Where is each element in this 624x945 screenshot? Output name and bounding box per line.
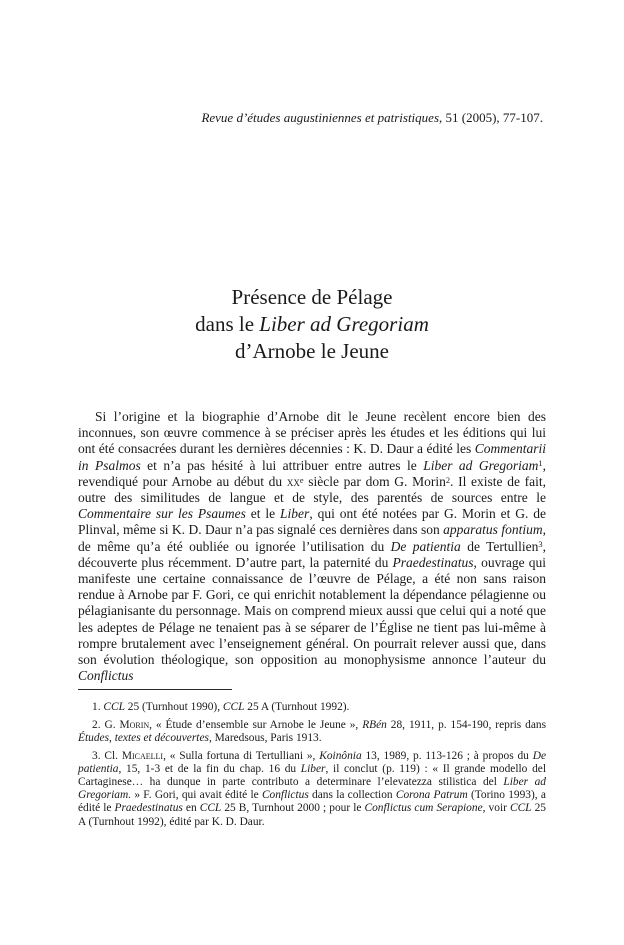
text-run: Si l’origine et la biographie d’Arnobe dit le Jeune recèlent encore bien des inconnues, son œuvre commence à se préciser après les études et les éditions qui lui ont été consacrées durant les dernières décennies : K. D. Daur a édité les xyxy=(78,409,546,457)
text-run: Commentarii in Psalmos xyxy=(78,441,546,473)
text-run: e xyxy=(299,475,304,485)
text-run: Conflictus xyxy=(78,668,134,684)
text-run: Praedestinatus xyxy=(392,554,474,570)
text-run: , qui ont été notées par G. Morin et G. de Plinval, même si K. D. Daur n’a pas signalé ces dernières dans son xyxy=(78,506,546,538)
text-run: CCL xyxy=(199,802,222,815)
text-run: et n’a pas hésité à lui attribuer entre autres le xyxy=(140,457,424,473)
text-run: Liber ad Gregoriam xyxy=(423,457,539,473)
text-run: de Tertullien xyxy=(460,538,539,554)
text-run: 28, 1911, p. 154-190, repris dans xyxy=(386,718,547,731)
footnote-ref-2: 2 xyxy=(445,475,451,485)
text-run: , « Sulla fortuna di Tertulliani », xyxy=(163,749,320,762)
text-run: 25 A (Turnhout 1992), édité par K. D. Daur. xyxy=(78,802,546,828)
text-run: . Il existe de fait, outre des similitudes de langue et de style, des parentés de sources entre le xyxy=(78,473,547,506)
text-run: 3. Cl. xyxy=(92,749,122,762)
text-run: Présence de Pélage xyxy=(231,285,393,309)
text-run: Koinônia xyxy=(319,749,362,762)
text-run: 13, 1989, p. 113-126 ; à propos du xyxy=(361,749,533,762)
text-run: , ouvrage qui manifeste une certaine connaissance de l’œuvre de Pélage, a été non sans raison rendue à Arnobe par F. Gori, ce qui enrichit notablement la dépendance pélagienne ou pélagianisante du personnage. Mais on comprend mieux aussi que celui qui a noté que les adeptes de Pélage ne tenaient pas à se séparer de l’Église ne tient pas lui-même à rompre brutalement avec l’enseignement général. On pourrait relever aussi que, dans son évolution théologique, son opposition au monophysisme annonce l’auteur du xyxy=(78,554,546,668)
text-run: , de même qu’a été oubliée ou ignorée l’utilisation du xyxy=(78,522,546,554)
article-title xyxy=(78,284,546,365)
footnote-2 xyxy=(78,719,546,745)
text-run: Praedestinatus xyxy=(114,802,183,815)
text-run: , découverte plus récemment. D’autre part, la paternité du xyxy=(78,538,546,570)
text-run: RBén xyxy=(362,718,387,731)
footnotes-section xyxy=(78,701,546,833)
text-run: d’Arnobe le Jeune xyxy=(235,339,389,363)
text-run: Liber xyxy=(280,506,310,522)
text-run: Liber ad Gregoriam xyxy=(259,312,429,336)
text-run: siècle par dom G. Morin xyxy=(303,473,446,489)
footnote-1 xyxy=(78,701,546,714)
text-run: 25 B, Turnhout 2000 ; pour le xyxy=(221,802,365,815)
text-run: Conflictus cum Serapione xyxy=(364,802,483,815)
text-run: , 51 (2005), 77-107. xyxy=(439,110,543,125)
text-run: , Maredsous, Paris 1913. xyxy=(208,731,322,744)
footnote-separator xyxy=(78,689,232,690)
text-run: 25 (Turnhout 1990), xyxy=(124,701,223,713)
text-run: CCL xyxy=(222,701,245,713)
text-run: CCL xyxy=(509,802,532,815)
text-run: 1. xyxy=(92,701,104,713)
text-run: Commentaire sur les Psaumes xyxy=(78,506,246,522)
article-title-line xyxy=(78,284,546,311)
text-run: xx xyxy=(286,473,300,489)
text-run: dans la collection xyxy=(308,789,396,802)
text-run: , revendiqué pour Arnobe au début du xyxy=(78,457,546,489)
journal-citation xyxy=(78,110,546,125)
text-run: Micaelli xyxy=(121,749,164,762)
text-run: Morin xyxy=(119,718,150,731)
text-run: , 15, 1-3 et de la fin du chap. 16 du xyxy=(118,762,301,775)
article-title-line xyxy=(78,311,546,338)
text-block xyxy=(78,0,546,945)
footnote-3 xyxy=(78,750,546,829)
text-run: De patientia xyxy=(78,749,547,775)
text-run: , il conclut (p. 119) : « Il grande modello del Cartaginese… ha dunque in parte contributo a determinare l’elevatezza stilistica del xyxy=(78,762,546,789)
text-run: (Torino 1993), a édité le xyxy=(78,789,546,815)
text-run: dans le xyxy=(195,312,260,336)
text-run: apparatus fontium xyxy=(443,522,543,538)
article-title-line xyxy=(78,338,546,365)
footnote-ref-1: 1 xyxy=(538,459,543,469)
text-run: Études, textes et découvertes xyxy=(78,731,209,744)
text-run: Liber xyxy=(300,762,326,775)
text-run: Conflictus xyxy=(261,789,309,802)
text-run: 2. G. xyxy=(92,718,120,731)
text-run: Corona Patrum xyxy=(395,789,468,802)
article-body-paragraph xyxy=(78,409,546,684)
text-run: 25 A (Turnhout 1992). xyxy=(244,701,350,713)
text-run: Liber ad Gregoriam. xyxy=(78,776,546,802)
text-run: , « Étude d’ensemble sur Arnobe le Jeune », xyxy=(149,718,363,731)
text-run: Revue d’études augustiniennes et patristiques xyxy=(201,110,439,125)
text-run: CCL xyxy=(103,701,125,713)
text-run: et le xyxy=(245,506,281,522)
footnote-ref-3: 3 xyxy=(538,540,543,550)
text-run: en xyxy=(182,802,200,815)
text-run: » F. Gori, qui avait édité le xyxy=(131,789,262,802)
text-run: De patientia xyxy=(390,538,461,554)
text-run: , voir xyxy=(482,802,510,815)
